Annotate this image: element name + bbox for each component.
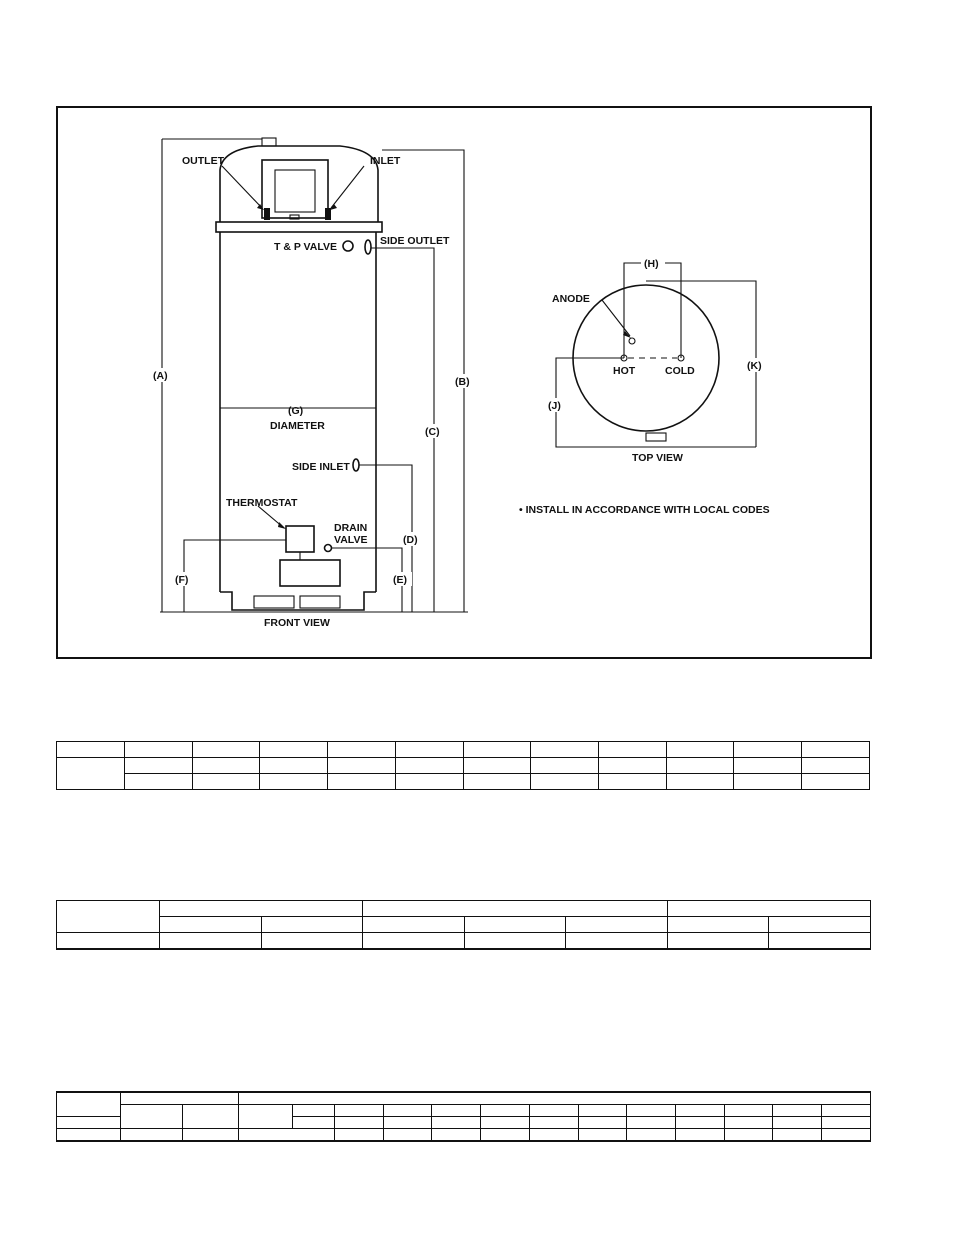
water-heater-top-view [546, 256, 766, 464]
table-cell [293, 1117, 335, 1129]
table-cell [531, 774, 599, 790]
dim-line-f [184, 540, 286, 612]
table-cell [192, 742, 260, 758]
heater-top-dome [220, 146, 378, 222]
table-cell [529, 1105, 578, 1117]
table-row [57, 758, 870, 774]
table-cell [822, 1105, 871, 1117]
specification-table [56, 900, 871, 950]
table-row [57, 1092, 871, 1105]
table-cell [260, 774, 328, 790]
table-cell [335, 1105, 384, 1117]
tp-valve-label: T & P VALVE [274, 241, 338, 253]
table-cell [463, 742, 531, 758]
table-cell [734, 774, 802, 790]
table-cell [578, 1117, 627, 1129]
table-cell [239, 1105, 293, 1129]
table-cell [531, 758, 599, 774]
dim-label-j: (J) [548, 400, 561, 412]
table-cell [463, 758, 531, 774]
table-cell [676, 1129, 725, 1142]
table-cell [293, 1105, 335, 1117]
table-cell [578, 1105, 627, 1117]
table-cell [239, 1129, 335, 1142]
table-cell [335, 1117, 384, 1129]
table-cell [183, 1105, 239, 1129]
table-cell [395, 774, 463, 790]
side-outlet-icon [365, 240, 371, 254]
table-cell [192, 774, 260, 790]
table-cell [363, 917, 465, 933]
table-cell [57, 901, 160, 933]
table-cell [734, 742, 802, 758]
table-cell [328, 774, 396, 790]
table-cell [599, 774, 667, 790]
table-cell [121, 1092, 239, 1105]
table-cell [57, 1129, 121, 1142]
table-cell [529, 1129, 578, 1142]
dim-label-c: (C) [425, 426, 440, 438]
dim-label-h: (H) [644, 258, 659, 270]
diagram-frame [56, 106, 872, 659]
table-cell [529, 1117, 578, 1129]
table-cell [566, 917, 668, 933]
table-cell [724, 1129, 773, 1142]
table-cell [261, 933, 363, 950]
table-cell [676, 1117, 725, 1129]
table-cell [734, 758, 802, 774]
table-cell [183, 1129, 239, 1142]
heater-top-band [216, 222, 382, 232]
table-cell [566, 933, 668, 950]
dim-line-b [382, 150, 464, 612]
install-note: • INSTALL IN ACCORDANCE WITH LOCAL CODES [519, 504, 770, 516]
table-cell [464, 933, 566, 950]
table-cell [627, 1105, 676, 1117]
table-cell [627, 1129, 676, 1142]
table-cell [676, 1105, 725, 1117]
table-cell [383, 1117, 432, 1129]
dim-label-f: (F) [175, 574, 189, 586]
dim-label-a: (A) [153, 370, 168, 382]
outlet-arrow-icon [257, 204, 264, 210]
table-cell [822, 1117, 871, 1129]
table-cell [57, 742, 125, 758]
table-cell [328, 742, 396, 758]
table-cell [432, 1129, 481, 1142]
drain-valve-icon [325, 545, 332, 552]
table-cell [802, 758, 870, 774]
base-vent-right [300, 596, 340, 608]
dim-line-k [646, 281, 756, 447]
table-cell [328, 758, 396, 774]
top-fitting [262, 138, 276, 146]
outlet-fitting [264, 208, 270, 220]
table-cell [261, 917, 363, 933]
table-cell [666, 742, 734, 758]
table-cell [192, 758, 260, 774]
table-cell [666, 758, 734, 774]
table-cell [395, 742, 463, 758]
table-cell [57, 1092, 121, 1117]
top-view-base-fitting [646, 433, 666, 441]
outlet-leader [222, 166, 262, 208]
table-cell [481, 1117, 530, 1129]
table-cell [822, 1129, 871, 1142]
table-cell [481, 1129, 530, 1142]
flue-window [275, 170, 315, 212]
table-cell [724, 1105, 773, 1117]
table-cell [802, 742, 870, 758]
drain-valve-label-line1: DRAIN [334, 522, 368, 534]
table-cell [599, 742, 667, 758]
table-cell [363, 933, 465, 950]
table-cell [627, 1117, 676, 1129]
table-cell [432, 1105, 481, 1117]
thermostat-box [286, 526, 314, 552]
top-view-caption: TOP VIEW [632, 452, 683, 464]
table-cell [395, 758, 463, 774]
table-row [57, 742, 870, 758]
anode-label: ANODE [552, 293, 590, 305]
table-row [57, 933, 871, 950]
table-cell [121, 1105, 183, 1129]
side-inlet-icon [353, 459, 359, 471]
table-cell [773, 1105, 822, 1117]
table-cell [383, 1105, 432, 1117]
table-cell [125, 742, 193, 758]
table-cell [239, 1092, 871, 1105]
table-row [57, 1129, 871, 1142]
inlet-arrow-icon [330, 204, 337, 210]
base-vent-left [254, 596, 294, 608]
rating-table [56, 1091, 871, 1142]
flue-panel [262, 160, 328, 218]
dim-label-d: (D) [403, 534, 418, 546]
table-cell [160, 917, 262, 933]
side-inlet-label: SIDE INLET [292, 461, 350, 473]
table-cell [125, 758, 193, 774]
table-cell [463, 774, 531, 790]
drain-valve-label-line2: VALVE [334, 534, 368, 546]
table-cell [578, 1129, 627, 1142]
table-cell [599, 758, 667, 774]
anode-icon [629, 338, 635, 344]
dim-line-e [332, 548, 402, 612]
table-cell [260, 742, 328, 758]
table-cell [667, 917, 769, 933]
inlet-leader [331, 166, 364, 208]
table-cell [383, 1129, 432, 1142]
dim-label-k: (K) [747, 360, 762, 372]
table-row [57, 774, 870, 790]
table-cell [57, 758, 125, 790]
table-cell [160, 933, 262, 950]
table-row [57, 901, 871, 917]
table-cell [773, 1117, 822, 1129]
thermostat-arrow-icon [278, 522, 286, 529]
table-cell [666, 774, 734, 790]
inlet-fitting [325, 208, 331, 220]
table-cell [464, 917, 566, 933]
dim-line-a [162, 139, 262, 612]
table-cell [57, 1117, 121, 1129]
diameter-code-label: (G) [288, 405, 304, 417]
outlet-label: OUTLET [182, 155, 224, 167]
anode-leader [602, 300, 630, 336]
table-cell [121, 1129, 183, 1142]
table-row [57, 1105, 871, 1117]
table-cell [57, 933, 160, 950]
table-cell [769, 933, 871, 950]
table-cell [667, 933, 769, 950]
front-view-caption: FRONT VIEW [264, 617, 330, 629]
dim-label-e: (E) [393, 574, 407, 586]
side-outlet-label: SIDE OUTLET [380, 235, 450, 247]
table-cell [667, 901, 870, 917]
diameter-label: DIAMETER [270, 420, 325, 432]
table-cell [773, 1129, 822, 1142]
table-cell [260, 758, 328, 774]
water-heater-diagram [58, 108, 870, 657]
table-cell [335, 1129, 384, 1142]
dim-line-j [556, 358, 756, 447]
table-cell [481, 1105, 530, 1117]
table-cell [802, 774, 870, 790]
tp-valve-icon [343, 241, 353, 251]
cold-label: COLD [665, 365, 695, 377]
table-row [57, 917, 871, 933]
table-cell [769, 917, 871, 933]
table-cell [432, 1117, 481, 1129]
hot-label: HOT [613, 365, 636, 377]
dimension-table [56, 741, 870, 790]
thermostat-label: THERMOSTAT [226, 497, 298, 509]
table-cell [531, 742, 599, 758]
inlet-label: INLET [370, 155, 401, 167]
heater-base [220, 592, 376, 610]
water-heater-front-view [152, 138, 474, 629]
table-cell [160, 901, 363, 917]
dim-label-b: (B) [455, 376, 470, 388]
table-cell [724, 1117, 773, 1129]
table-cell [125, 774, 193, 790]
table-cell [363, 901, 668, 917]
burner-box [280, 560, 340, 586]
